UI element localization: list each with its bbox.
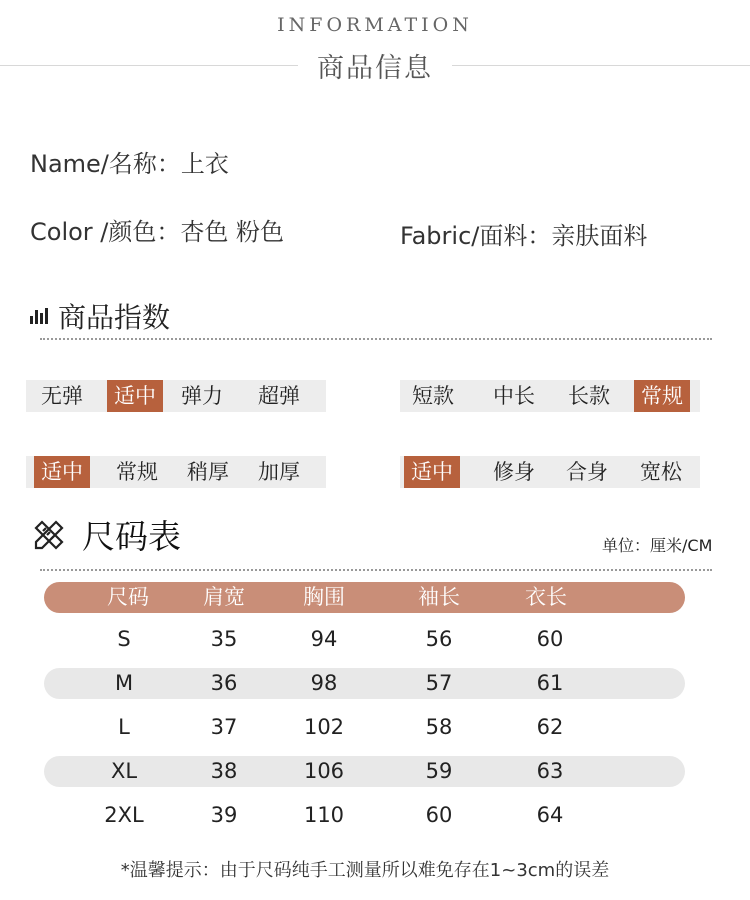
product-index-title-text: 商品指数 [58, 301, 171, 334]
table-cell: 62 [536, 715, 564, 739]
info-name: Name/名称：上衣 [30, 150, 229, 178]
scale-option: 稍厚 [187, 460, 229, 484]
product-index-title [30, 296, 170, 336]
scale-option: 修身 [493, 460, 535, 484]
unit-label: 单位：厘米/CM [602, 536, 713, 555]
header-title-en: INFORMATION [277, 14, 473, 36]
table-row [44, 712, 685, 743]
table-cell: 94 [310, 627, 338, 651]
size-chart-title-text: 尺码表 [82, 517, 181, 556]
table-cell: 56 [425, 627, 453, 651]
scale-option: 常规 [634, 380, 690, 412]
measurement-note: *温馨提示：由于尺码纯手工测量所以难免存在1~3cm的误差 [120, 860, 610, 881]
ruler-pencil-icon [32, 518, 66, 552]
table-cell: 59 [425, 759, 453, 783]
dotted-divider-index [40, 338, 712, 340]
table-cell: 98 [310, 671, 338, 695]
header-cell: 袖长 [418, 585, 460, 609]
table-row [44, 800, 685, 831]
scale-elasticity [26, 380, 326, 412]
scale-thickness [26, 456, 326, 488]
size-table-header [44, 582, 685, 613]
table-cell: XL [110, 759, 138, 783]
dotted-divider-size [40, 569, 712, 571]
scale-length [400, 380, 700, 412]
scale-option: 无弹 [41, 384, 83, 408]
size-chart-title [32, 511, 181, 558]
table-cell: 106 [303, 759, 345, 783]
scale-option: 适中 [404, 456, 460, 488]
table-cell: 35 [210, 627, 238, 651]
table-cell: 64 [536, 803, 564, 827]
header-cell: 尺码 [107, 585, 149, 609]
header-cell: 衣长 [525, 585, 567, 609]
scale-option: 适中 [34, 456, 90, 488]
scale-option: 加厚 [258, 460, 300, 484]
table-cell: 58 [425, 715, 453, 739]
header-title-zh: 商品信息 [317, 53, 433, 84]
scale-option: 中长 [493, 384, 535, 408]
scale-option: 适中 [107, 380, 163, 412]
scale-option: 常规 [116, 460, 158, 484]
bar-chart-icon [30, 308, 48, 324]
table-cell: 102 [303, 715, 345, 739]
table-cell: L [118, 715, 130, 739]
info-fabric: Fabric/面料：亲肤面料 [400, 222, 648, 250]
table-cell: 60 [425, 803, 453, 827]
table-cell: 63 [536, 759, 564, 783]
table-cell: 39 [210, 803, 238, 827]
header-cell: 肩宽 [203, 585, 245, 609]
table-cell: 2XL [104, 803, 144, 827]
scale-option: 短款 [412, 384, 454, 408]
table-cell: 57 [425, 671, 453, 695]
scale-fit [400, 456, 700, 488]
table-cell: 60 [536, 627, 564, 651]
info-color: Color /颜色：杏色 粉色 [30, 218, 285, 246]
scale-option: 长款 [568, 384, 610, 408]
table-cell: 37 [210, 715, 238, 739]
scale-option: 弹力 [181, 384, 223, 408]
scale-option: 超弹 [258, 384, 300, 408]
table-row [44, 668, 685, 699]
scale-option: 宽松 [640, 460, 682, 484]
table-cell: S [117, 627, 131, 651]
table-cell: 110 [303, 803, 345, 827]
table-cell: 36 [210, 671, 238, 695]
table-row [44, 756, 685, 787]
table-cell: 38 [210, 759, 238, 783]
table-cell: M [114, 671, 134, 695]
table-row [44, 624, 685, 655]
scale-option: 合身 [566, 460, 608, 484]
header-cell: 胸围 [303, 585, 345, 609]
table-cell: 61 [536, 671, 564, 695]
